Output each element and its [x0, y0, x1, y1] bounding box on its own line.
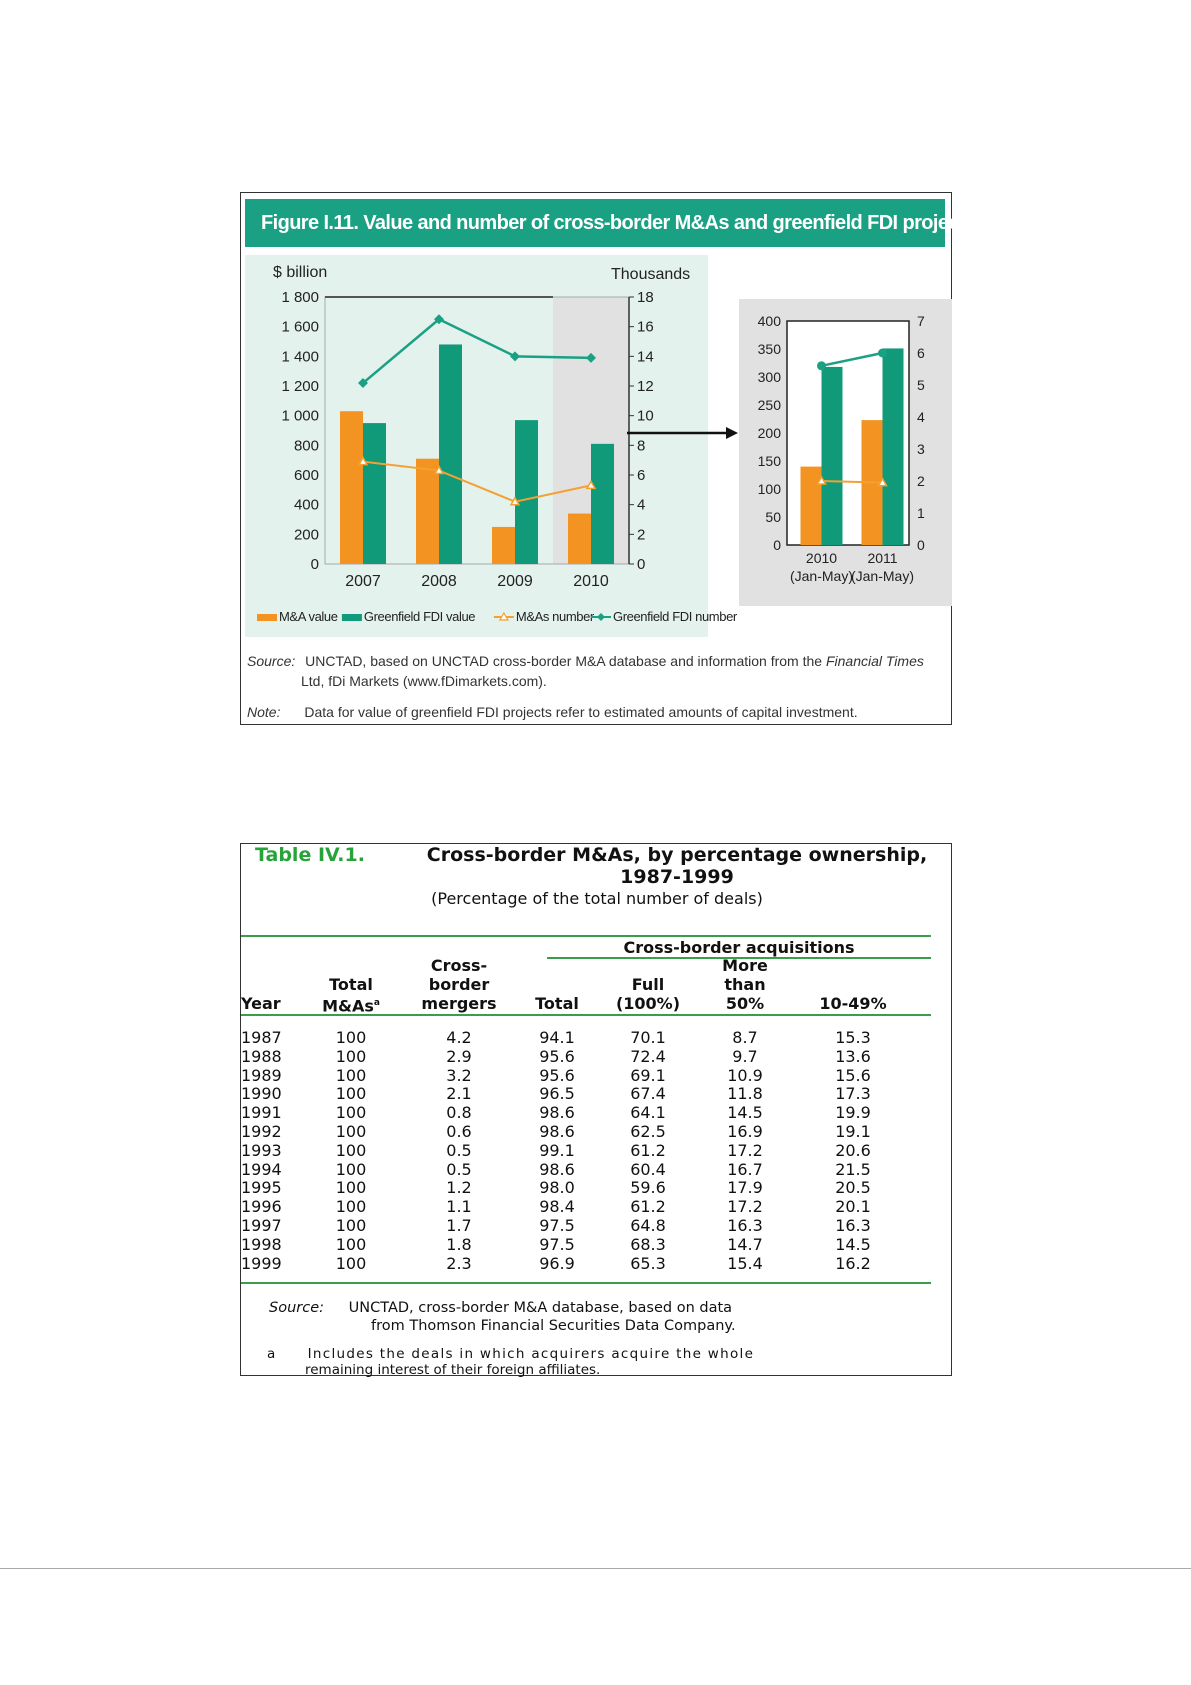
chart-arrow-head: [726, 427, 738, 439]
chart2-bar-greenfield-2010: [822, 367, 843, 545]
chart1-bar-ma-2008: [416, 459, 439, 564]
cell-year-1991: 1991: [241, 1103, 282, 1123]
cell-mergers-1998: 1.8: [446, 1234, 472, 1254]
cell-mergers-1989: 3.2: [446, 1065, 472, 1085]
cell-mergers-1991: 0.8: [446, 1103, 472, 1123]
cell-full-1999: 65.3: [630, 1253, 666, 1273]
table-note-mark: a: [267, 1346, 276, 1362]
cell-total-ma-1998: 100: [335, 1234, 367, 1254]
table-note-2: remaining interest of their foreign affiliates.: [305, 1362, 601, 1378]
chart1-xtick-2007: 2007: [345, 573, 381, 590]
chart2-xtick-sub-2011: (Jan-May): [850, 568, 915, 584]
cell-total-ma-1999: 100: [335, 1253, 367, 1273]
chart1-y2label: Thousands: [611, 266, 691, 283]
cell-majority-1995: 17.9: [727, 1178, 763, 1198]
cell-total-ma-1988: 100: [335, 1046, 367, 1066]
chart1-ytick-label: 1 000: [281, 407, 319, 425]
cell-mergers-1997: 1.7: [446, 1216, 472, 1235]
cell-mergers-1995: 1.2: [446, 1178, 472, 1198]
figure-source-text-1: UNCTAD, based on UNCTAD cross-border M&A database and information from the: [305, 653, 826, 669]
chart1-ytick-label: 1 600: [281, 318, 319, 336]
chart1-y2tick-label: 10: [637, 407, 654, 425]
rule-bottom: [241, 1282, 931, 1284]
cell-majority-1992: 16.9: [727, 1122, 763, 1141]
cell-majority-1987: 8.7: [732, 1028, 758, 1047]
legend-swatch-greenfield-value: [342, 614, 362, 621]
chart2-xtick-2010: 2010: [805, 550, 838, 566]
chart1-ytick-label: 0: [310, 556, 319, 573]
cell-full-1989: 69.1: [630, 1065, 666, 1085]
cell-full-1997: 64.8: [630, 1216, 666, 1235]
cell-minority-1997: 16.3: [835, 1216, 871, 1235]
figure-source-text-2: Ltd, fDi Markets (www.fDimarkets.com).: [301, 673, 547, 689]
chart1-y2tick-label: 14: [637, 348, 654, 366]
cell-majority-1991: 14.5: [727, 1103, 763, 1123]
header-majority-1: More: [722, 956, 768, 975]
figure-box: [240, 192, 1122, 725]
header-majority-3: 50%: [725, 994, 765, 1013]
chart1-y2tick-label: 6: [637, 467, 646, 484]
chart1-bar-ma-2007: [340, 411, 363, 564]
table-source-label: Source:: [269, 1300, 325, 1316]
chart1-ytick-label: 600: [293, 467, 319, 484]
chart2-ytick-label: 150: [757, 453, 781, 469]
chart1-ytick-label: 200: [293, 526, 319, 544]
cell-minority-1995: 20.5: [835, 1178, 871, 1198]
chart1-bar-greenfield-2007: [363, 423, 386, 564]
chart1-ytick-label: 1 800: [281, 289, 319, 306]
legend-label: Greenfield FDI value: [363, 609, 476, 624]
chart2-ytick-label: 300: [757, 369, 781, 385]
header-total-ma-2: [301, 994, 401, 1015]
cell-acq-total-1989: 95.6: [539, 1065, 575, 1085]
chart2-y2tick-label: 7: [917, 313, 925, 329]
chart-svg: [241, 193, 953, 726]
chart1-bar-ma-2009: [492, 527, 515, 564]
cell-year-1987: 1987: [241, 1028, 282, 1047]
cell-full-1991: 64.1: [630, 1103, 666, 1123]
chart2-y2tick-label: 3: [917, 441, 925, 457]
chart2-y2tick-label: 2: [917, 473, 925, 489]
cell-full-1996: 61.2: [630, 1197, 666, 1217]
chart2-ytick-label: 100: [757, 481, 781, 497]
table-note: [267, 1346, 754, 1362]
cell-minority-1987: 15.3: [835, 1028, 871, 1047]
chart1-ytick-label: 1 400: [281, 348, 319, 366]
legend-label: M&A value: [279, 609, 338, 624]
header-year: Year: [241, 994, 281, 1013]
chart2-xtick-2011: 2011: [867, 550, 898, 566]
cell-total-ma-1997: 100: [335, 1216, 367, 1235]
cell-minority-1993: 20.6: [835, 1140, 871, 1160]
chart2-point-greenfield-2010: [817, 361, 826, 370]
chart1-ytick-label: 400: [293, 496, 319, 514]
header-mergers: [409, 956, 509, 1013]
header-total-ma-2-text: M&As: [322, 996, 374, 1016]
cell-year-1995: 1995: [241, 1178, 282, 1198]
chart2-ytick-label: 0: [773, 537, 781, 553]
table-subtitle: (Percentage of the total number of deals): [431, 889, 763, 908]
header-group: Cross-border acquisitions: [623, 938, 855, 957]
chart1-y2tick-label: 18: [637, 289, 654, 306]
header-full: [603, 975, 693, 1013]
cell-majority-1994: 16.7: [727, 1159, 763, 1179]
cell-majority-1990: 11.8: [727, 1084, 763, 1104]
cell-acq-total-1988: 95.6: [539, 1046, 575, 1066]
cell-year-1994: 1994: [241, 1159, 282, 1179]
table-source-2: from Thomson Financial Securities Data Company.: [371, 1318, 736, 1334]
cell-mergers-1999: 2.3: [446, 1253, 472, 1273]
cell-mergers-1988: 2.9: [446, 1046, 472, 1066]
chart2-y2tick-label: 6: [917, 345, 925, 361]
cell-year-1992: 1992: [241, 1122, 282, 1141]
chart2-ytick-label: 200: [757, 425, 781, 441]
header-full-1: Full: [631, 975, 665, 994]
cell-minority-1992: 19.1: [835, 1122, 871, 1141]
cell-year-1990: 1990: [241, 1084, 282, 1104]
chart2-ytick-label: 250: [757, 397, 781, 413]
cell-majority-1998: 14.7: [727, 1234, 763, 1254]
cell-majority-1993: 17.2: [727, 1140, 763, 1160]
chart2-point-greenfield-2011: [878, 349, 887, 358]
cell-minority-1999: 16.2: [835, 1253, 871, 1273]
legend-label: M&As number: [515, 609, 594, 624]
cell-majority-1988: 9.7: [732, 1046, 758, 1066]
chart2-y2tick-label: 0: [917, 537, 925, 553]
chart1-y2tick-label: 2: [637, 526, 646, 544]
cell-majority-1996: 17.2: [727, 1197, 763, 1217]
cell-full-1995: 59.6: [630, 1178, 666, 1198]
chart2-bar-ma-2010: [801, 467, 822, 545]
cell-year-1993: 1993: [241, 1140, 282, 1160]
header-full-2: (100%): [615, 994, 681, 1013]
cell-full-1990: 67.4: [630, 1084, 666, 1104]
header-mergers-2: border: [428, 975, 490, 994]
cell-acq-total-1996: 98.4: [539, 1197, 575, 1217]
chart1-ytick-label: 1 200: [281, 378, 319, 395]
cell-acq-total-1991: 98.6: [539, 1103, 575, 1123]
cell-mergers-1996: 1.1: [446, 1197, 472, 1217]
cell-acq-total-1995: 98.0: [539, 1178, 575, 1198]
cell-total-ma-1993: 100: [335, 1140, 367, 1160]
cell-minority-1991: 19.9: [835, 1103, 871, 1123]
figure-note: [247, 704, 858, 720]
header-mergers-3: mergers: [421, 994, 497, 1013]
cell-full-1988: 72.4: [630, 1046, 666, 1066]
cell-mergers-1993: 0.5: [446, 1140, 472, 1160]
cell-majority-1999: 15.4: [727, 1253, 763, 1273]
chart1-y2tick-label: 16: [637, 318, 654, 336]
chart1-y2tick-label: 12: [637, 378, 654, 395]
cell-total-ma-1990: 100: [335, 1084, 367, 1104]
figure-source-label: Source:: [247, 653, 296, 669]
cell-mergers-1994: 0.5: [446, 1159, 472, 1179]
header-total-ma: [301, 975, 401, 1015]
chart1-ylabel: $ billion: [273, 264, 328, 281]
chart2-ytick-label: 50: [765, 509, 781, 525]
table-note-1: Includes the deals in which acquirers acquire the whole: [307, 1346, 755, 1362]
header-mergers-1: Cross-: [430, 956, 488, 975]
cell-full-1993: 61.2: [630, 1140, 666, 1160]
table-title-number: Table IV.1.: [255, 844, 365, 866]
cell-mergers-1992: 0.6: [446, 1122, 472, 1141]
cell-total-ma-1992: 100: [335, 1122, 367, 1141]
cell-mergers-1987: 4.2: [446, 1028, 472, 1047]
cell-full-1992: 62.5: [630, 1122, 666, 1141]
chart1-y2tick-label: 8: [637, 437, 646, 455]
cell-year-1996: 1996: [241, 1197, 282, 1217]
cell-acq-total-1998: 97.5: [539, 1234, 575, 1254]
chart1-ytick-label: 800: [293, 437, 319, 455]
chart1-xtick-2008: 2008: [421, 573, 457, 590]
cell-acq-total-1990: 96.5: [539, 1084, 575, 1104]
chart1-y2tick-label: 4: [637, 496, 646, 514]
table-source: [269, 1300, 732, 1316]
rule-top: [241, 935, 931, 937]
chart1-bar-greenfield-2010: [591, 444, 614, 564]
header-minority: 10-49%: [819, 994, 887, 1013]
cell-year-1997: 1997: [241, 1216, 282, 1235]
header-majority-2: than: [724, 975, 766, 994]
cell-total-ma-1991: 100: [335, 1103, 367, 1123]
chart2-xtick-sub-2010: (Jan-May): [789, 568, 854, 584]
chart2-bar-greenfield-2011: [883, 348, 904, 545]
cell-minority-1996: 20.1: [835, 1197, 871, 1217]
cell-acq-total-1999: 96.9: [539, 1253, 575, 1273]
cell-majority-1989: 10.9: [727, 1065, 763, 1085]
legend-label: Greenfield FDI number: [613, 609, 737, 624]
cell-acq-total-1994: 98.6: [539, 1159, 575, 1179]
cell-acq-total-1987: 94.1: [539, 1028, 575, 1047]
chart1-y2tick-label: 0: [637, 556, 646, 573]
cell-year-1989: 1989: [241, 1065, 282, 1085]
chart1-xtick-2010: 2010: [573, 573, 609, 590]
figure-source: [247, 653, 924, 669]
header-total-ma-sup: a: [373, 998, 380, 1008]
figure-source-ft: Financial Times: [825, 653, 924, 669]
header-majority: [705, 956, 785, 1013]
cell-mergers-1990: 2.1: [446, 1084, 472, 1104]
cell-acq-total-1992: 98.6: [539, 1122, 575, 1141]
figure-title: Figure I.11. Value and number of cross-border M&As and greenfield FDI projects, 2007–May 2011: [245, 199, 945, 247]
chart1-xtick-2009: 2009: [497, 573, 533, 590]
page-footer-rule: [0, 1568, 1191, 1569]
cell-year-1999: 1999: [241, 1253, 282, 1273]
cell-majority-1997: 16.3: [727, 1216, 763, 1235]
chart2-ytick-label: 400: [757, 313, 781, 329]
figure-note-text: Data for value of greenfield FDI projects refer to estimated amounts of capital investment.: [304, 704, 858, 720]
cell-full-1987: 70.1: [630, 1028, 666, 1047]
cell-full-1994: 60.4: [630, 1159, 666, 1179]
table-title: Cross-border M&As, by percentage ownership, 1987-1999: [426, 844, 928, 888]
figure-note-label: Note:: [247, 704, 281, 720]
cell-total-ma-1994: 100: [335, 1159, 367, 1179]
chart2-y2tick-label: 5: [917, 377, 925, 393]
cell-total-ma-1995: 100: [335, 1178, 367, 1198]
cell-total-ma-1987: 100: [335, 1028, 367, 1047]
table-source-1: UNCTAD, cross-border M&A database, based on data: [348, 1300, 733, 1316]
chart2-y2tick-label: 1: [917, 505, 925, 521]
cell-year-1988: 1988: [241, 1046, 282, 1066]
table-box: [240, 843, 952, 1376]
cell-acq-total-1997: 97.5: [539, 1216, 575, 1235]
cell-total-ma-1989: 100: [335, 1065, 367, 1085]
cell-total-ma-1996: 100: [335, 1197, 367, 1217]
header-total-ma-1: Total: [329, 975, 373, 994]
chart1-bar-greenfield-2008: [439, 344, 462, 564]
cell-minority-1990: 17.3: [835, 1084, 871, 1104]
cell-year-1998: 1998: [241, 1234, 282, 1254]
header-acq-total: Total: [535, 994, 579, 1013]
cell-minority-1989: 15.6: [835, 1065, 871, 1085]
cell-full-1998: 68.3: [630, 1234, 666, 1254]
cell-minority-1994: 21.5: [835, 1159, 871, 1179]
chart1-bar-greenfield-2009: [515, 420, 538, 564]
chart1-bar-ma-2010: [568, 514, 591, 564]
cell-minority-1998: 14.5: [835, 1234, 871, 1254]
chart2-y2tick-label: 4: [917, 409, 925, 425]
cell-acq-total-1993: 99.1: [539, 1140, 575, 1160]
chart2-ytick-label: 350: [757, 341, 781, 357]
legend-swatch-ma-value: [257, 614, 277, 621]
cell-minority-1988: 13.6: [835, 1046, 871, 1066]
